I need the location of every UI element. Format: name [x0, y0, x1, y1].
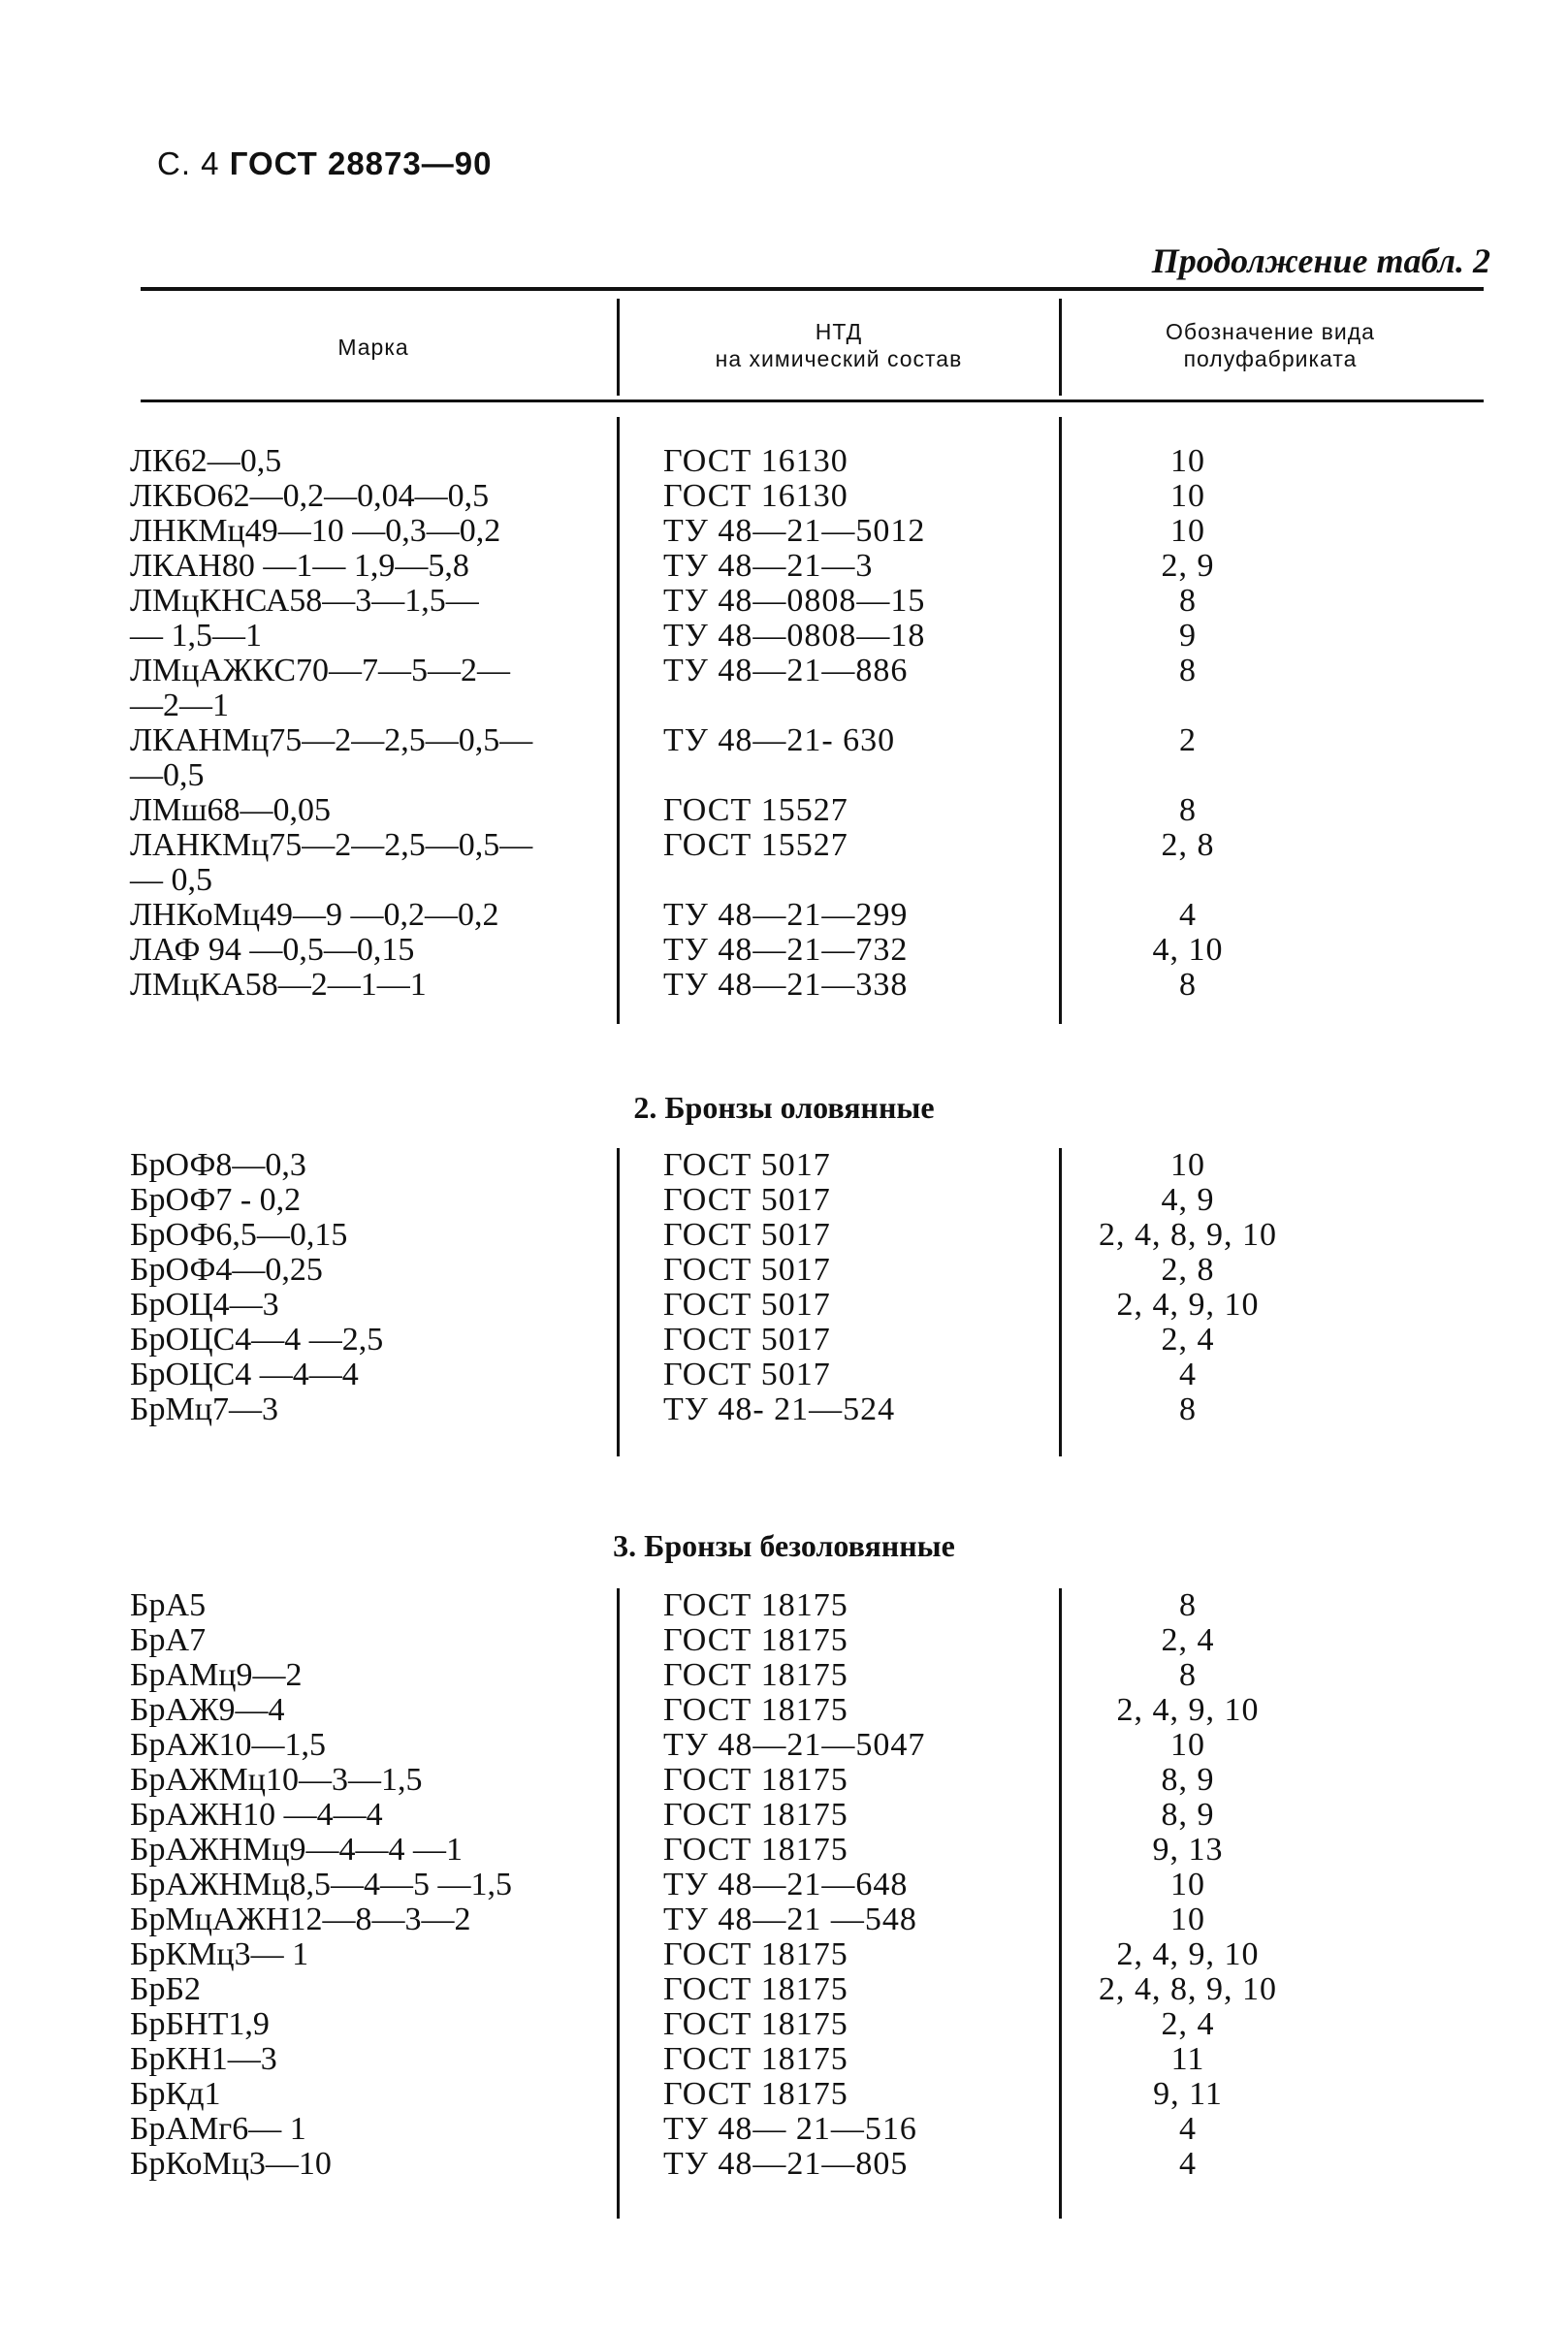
marka-cell: — 1,5—1: [130, 618, 262, 654]
ntd-cell: ГОСТ 16130: [663, 478, 848, 514]
marka-cell: ЛК62—0,5: [130, 443, 282, 479]
ntd-cell: ТУ 48—21—338: [663, 967, 909, 1003]
product-type-cell: 8: [1179, 1657, 1197, 1693]
table-row: [0, 1972, 1568, 2007]
marka-cell: ЛАФ 94 —0,5—0,15: [130, 932, 415, 968]
ntd-cell: ГОСТ 5017: [663, 1322, 831, 1358]
product-type-cell: 4: [1179, 2111, 1197, 2147]
section-tinless-bronze: [0, 1588, 1568, 2182]
product-type-cell: 8, 9: [1161, 1762, 1215, 1798]
table-row: [0, 1623, 1568, 1658]
header-separator-1: [617, 299, 620, 396]
marka-cell: БрАЖН10 —4—4: [130, 1797, 383, 1833]
table-row: [0, 654, 1568, 688]
section-brass: [0, 444, 1568, 1003]
marka-cell: БрБНТ1,9: [130, 2006, 270, 2042]
table-row: [0, 2112, 1568, 2147]
product-type-cell: 2, 9: [1161, 548, 1215, 584]
ntd-cell: ТУ 48—0808—15: [663, 583, 926, 619]
product-type-cell: 4: [1179, 2146, 1197, 2182]
ntd-cell: ГОСТ 18175: [663, 1587, 848, 1623]
marka-cell: БрОФ7 - 0,2: [130, 1182, 302, 1218]
ntd-cell: ГОСТ 18175: [663, 2006, 848, 2042]
marka-cell: БрОФ4—0,25: [130, 1252, 323, 1288]
ntd-cell: ТУ 48—21—648: [663, 1867, 909, 1902]
product-type-cell: 10: [1170, 513, 1205, 549]
marka-cell: БрОФ6,5—0,15: [130, 1217, 348, 1253]
ntd-cell: ТУ 48—21—886: [663, 653, 909, 688]
table-row: [0, 1693, 1568, 1728]
marka-cell: ЛКАНМц75—2—2,5—0,5—: [130, 722, 533, 758]
ntd-cell: ГОСТ 18175: [663, 2041, 848, 2077]
table-row: [0, 1183, 1568, 1218]
ntd-cell: ГОСТ 5017: [663, 1252, 831, 1288]
marka-cell: ЛМцКНСА58—3—1,5—: [130, 583, 479, 619]
product-type-cell: 10: [1170, 478, 1205, 514]
ntd-cell: ГОСТ 18175: [663, 1657, 848, 1693]
marka-cell: БрКоМц3—10: [130, 2146, 332, 2182]
product-type-cell: 2, 4, 8, 9, 10: [1099, 1971, 1277, 2007]
table-row: [0, 444, 1568, 479]
product-type-cell: 10: [1170, 443, 1205, 479]
marka-cell: БрА5: [130, 1587, 207, 1623]
product-type-cell: 2, 4, 9, 10: [1116, 1692, 1260, 1728]
page-header: [157, 145, 492, 182]
ntd-cell: ТУ 48—21 —548: [663, 1902, 917, 1937]
marka-cell: БрОФ8—0,3: [130, 1147, 306, 1183]
product-type-cell: 10: [1170, 1727, 1205, 1763]
ntd-cell: ГОСТ 18175: [663, 1936, 848, 1972]
marka-cell: БрАЖНМц8,5—4—5 —1,5: [130, 1867, 513, 1902]
table-row: [0, 1358, 1568, 1392]
table-row: [0, 1763, 1568, 1798]
product-type-cell: 10: [1170, 1147, 1205, 1183]
marka-cell: БрОЦС4—4 —2,5: [130, 1322, 384, 1358]
ntd-cell: ТУ 48—21—3: [663, 548, 874, 584]
ntd-cell: ГОСТ 18175: [663, 1971, 848, 2007]
table-row: [0, 1588, 1568, 1623]
marka-cell: ЛНКМц49—10 —0,3—0,2: [130, 513, 501, 549]
product-type-cell: 8: [1179, 583, 1197, 619]
column-separator-2: [1059, 1148, 1062, 1456]
table-top-rule: [141, 287, 1484, 291]
table-continuation-label: Продолжение табл. 2: [1151, 241, 1490, 280]
marka-cell: БрАЖМц10—3—1,5: [130, 1762, 423, 1798]
ntd-cell: ГОСТ 16130: [663, 443, 848, 479]
product-type-cell: 10: [1170, 1902, 1205, 1937]
marka-cell: БрМц7—3: [130, 1391, 278, 1427]
product-type-cell: 8: [1179, 653, 1197, 688]
marka-cell: ЛНКоМц49—9 —0,2—0,2: [130, 897, 499, 933]
table-row: [0, 723, 1568, 758]
ntd-cell: ГОСТ 5017: [663, 1357, 831, 1392]
column-separator-2: [1059, 417, 1062, 1024]
table-row: [0, 1658, 1568, 1693]
table-row: [0, 968, 1568, 1003]
column-header-ntd: НТД на химический состав: [715, 319, 963, 371]
product-type-cell: 2, 4, 8, 9, 10: [1099, 1217, 1277, 1253]
table-row: [0, 1148, 1568, 1183]
product-type-cell: 4, 10: [1152, 932, 1224, 968]
table-row: [0, 549, 1568, 584]
ntd-cell: ТУ 48—21—5047: [663, 1727, 926, 1763]
ntd-cell: ТУ 48—21- 630: [663, 722, 896, 758]
ntd-cell: ГОСТ 5017: [663, 1287, 831, 1323]
table-row: [0, 793, 1568, 828]
column-separator-1: [617, 1148, 620, 1456]
table-row: [0, 2077, 1568, 2112]
marka-cell: БрМцАЖН12—8—3—2: [130, 1902, 471, 1937]
marka-cell: БрБ2: [130, 1971, 202, 2007]
table-row: [0, 688, 1568, 723]
product-type-cell: 11: [1170, 2041, 1205, 2077]
marka-cell: ЛМцАЖКС70—7—5—2—: [130, 653, 511, 688]
ntd-cell: ГОСТ 5017: [663, 1182, 831, 1218]
ntd-cell: ГОСТ 5017: [663, 1217, 831, 1253]
table-row: [0, 514, 1568, 549]
product-type-cell: 2, 8: [1161, 827, 1215, 863]
product-type-cell: 4: [1179, 897, 1197, 933]
table-row: [0, 1288, 1568, 1323]
product-type-cell: 8: [1179, 967, 1197, 1003]
product-type-cell: 8, 9: [1161, 1797, 1215, 1833]
column-separator-1: [617, 1588, 620, 2219]
marka-cell: БрАМг6— 1: [130, 2111, 306, 2147]
product-type-cell: 9, 13: [1152, 1832, 1224, 1868]
product-type-cell: 2: [1179, 722, 1197, 758]
product-type-cell: 2, 4: [1161, 1322, 1215, 1358]
marka-cell: ЛМш68—0,05: [130, 792, 331, 828]
table-row: [0, 1253, 1568, 1288]
marka-cell: — 0,5: [130, 862, 212, 898]
product-type-cell: 4: [1179, 1357, 1197, 1392]
table-row: [0, 863, 1568, 898]
table-row: [0, 1868, 1568, 1902]
table-row: [0, 1798, 1568, 1833]
ntd-cell: ГОСТ 18175: [663, 2076, 848, 2112]
product-type-cell: 8: [1179, 1391, 1197, 1427]
standard-code: ГОСТ 28873—90: [229, 145, 493, 181]
ntd-cell: ТУ 48—21—299: [663, 897, 909, 933]
marka-cell: БрОЦС4 —4—4: [130, 1357, 359, 1392]
table-row: [0, 1902, 1568, 1937]
ntd-cell: ГОСТ 18175: [663, 1832, 848, 1868]
ntd-cell: ТУ 48—21—805: [663, 2146, 909, 2182]
marka-cell: ЛКАН80 —1— 1,9—5,8: [130, 548, 469, 584]
ntd-cell: ГОСТ 18175: [663, 1797, 848, 1833]
marka-cell: БрКМц3— 1: [130, 1936, 309, 1972]
column-header-marka: Марка: [337, 335, 409, 360]
marka-cell: БрАМц9—2: [130, 1657, 303, 1693]
table-row: [0, 758, 1568, 793]
marka-cell: —2—1: [130, 687, 229, 723]
column-separator-2: [1059, 1588, 1062, 2219]
product-type-cell: 8: [1179, 792, 1197, 828]
ntd-cell: ГОСТ 15527: [663, 792, 848, 828]
column-separator-1: [617, 417, 620, 1024]
table-row: [0, 1728, 1568, 1763]
marka-cell: БрОЦ4—3: [130, 1287, 279, 1323]
marka-cell: БрАЖ9—4: [130, 1692, 285, 1728]
table-row: [0, 479, 1568, 514]
table-row: [0, 1833, 1568, 1868]
ntd-cell: ТУ 48- 21—524: [663, 1391, 896, 1427]
ntd-cell: ГОСТ 18175: [663, 1622, 848, 1658]
table-row: [0, 2042, 1568, 2077]
product-type-cell: 2, 4: [1161, 1622, 1215, 1658]
section-title-tin-bronze: 2. Бронзы оловянные: [633, 1090, 935, 1125]
ntd-cell: ГОСТ 15527: [663, 827, 848, 863]
marka-cell: БрАЖ10—1,5: [130, 1727, 327, 1763]
section-tin-bronze: [0, 1148, 1568, 1427]
product-type-cell: 10: [1170, 1867, 1205, 1902]
marka-cell: БрАЖНМц9—4—4 —1: [130, 1832, 464, 1868]
table-row: [0, 584, 1568, 619]
product-type-cell: 8: [1179, 1587, 1197, 1623]
table-row: [0, 933, 1568, 968]
marka-cell: БрКН1—3: [130, 2041, 277, 2077]
table-row: [0, 2147, 1568, 2182]
page-number: С. 4: [157, 145, 220, 181]
marka-cell: БрА7: [130, 1622, 207, 1658]
table-row: [0, 1392, 1568, 1427]
table-row: [0, 1937, 1568, 1972]
ntd-cell: ТУ 48— 21—516: [663, 2111, 917, 2147]
header-separator-2: [1059, 299, 1062, 396]
ntd-cell: ГОСТ 18175: [663, 1692, 848, 1728]
marka-cell: ЛАНКМц75—2—2,5—0,5—: [130, 827, 533, 863]
table-row: [0, 898, 1568, 933]
ntd-cell: ТУ 48—21—732: [663, 932, 909, 968]
table-row: [0, 828, 1568, 863]
marka-cell: БрКд1: [130, 2076, 221, 2112]
ntd-cell: ГОСТ 5017: [663, 1147, 831, 1183]
section-title-tinless-bronze: 3. Бронзы безоловянные: [613, 1528, 955, 1563]
product-type-cell: 2, 8: [1161, 1252, 1215, 1288]
marka-cell: ЛМцКА58—2—1—1: [130, 967, 427, 1003]
table-row: [0, 2007, 1568, 2042]
table-row: [0, 619, 1568, 654]
product-type-cell: 2, 4: [1161, 2006, 1215, 2042]
ntd-cell: ТУ 48—21—5012: [663, 513, 926, 549]
table-header-rule: [141, 399, 1484, 402]
product-type-cell: 2, 4, 9, 10: [1116, 1287, 1260, 1323]
table-row: [0, 1218, 1568, 1253]
product-type-cell: 9, 11: [1153, 2076, 1223, 2112]
ntd-cell: ТУ 48—0808—18: [663, 618, 926, 654]
table-row: [0, 1323, 1568, 1358]
product-type-cell: 2, 4, 9, 10: [1116, 1936, 1260, 1972]
marka-cell: ЛКБО62—0,2—0,04—0,5: [130, 478, 490, 514]
product-type-cell: 9: [1179, 618, 1197, 654]
column-header-vid: Обозначение вида полуфабриката: [1166, 319, 1375, 371]
ntd-cell: ГОСТ 18175: [663, 1762, 848, 1798]
marka-cell: —0,5: [130, 757, 205, 793]
product-type-cell: 4, 9: [1161, 1182, 1215, 1218]
